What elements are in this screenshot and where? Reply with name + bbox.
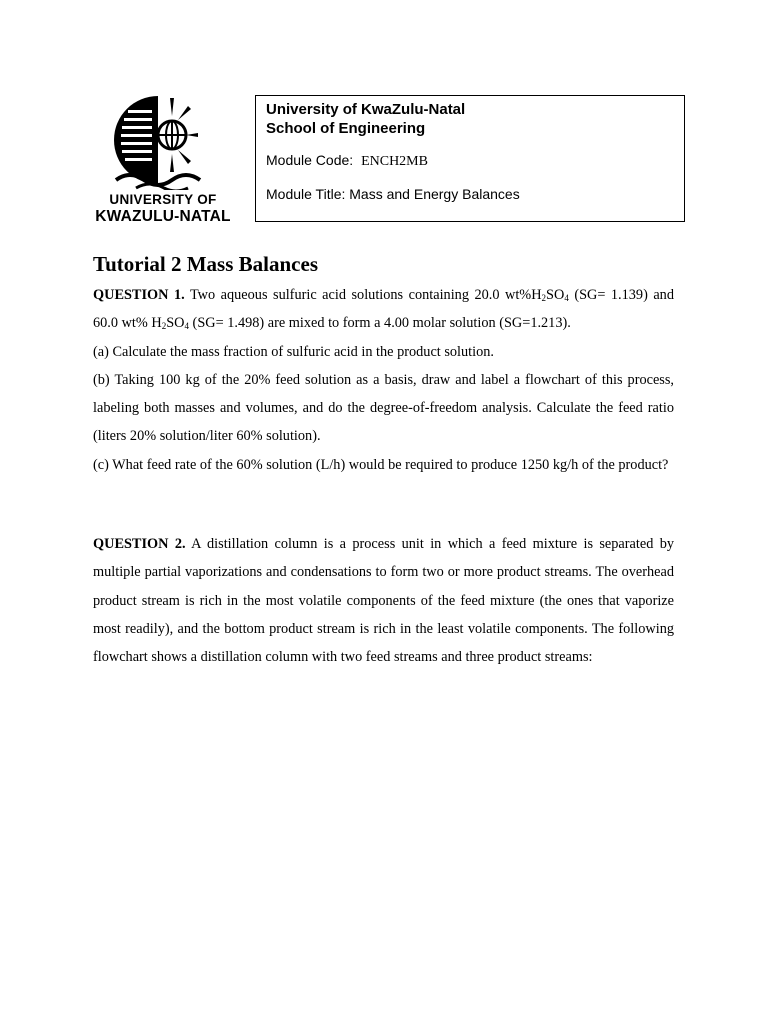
- q1-sub-3: 2: [161, 321, 167, 332]
- module-code-value: ENCH2MB: [361, 154, 428, 169]
- module-title-value: Mass and Energy Balances: [349, 186, 520, 202]
- logo-text-line1: UNIVERSITY OF: [109, 192, 217, 207]
- question-2: [93, 530, 674, 671]
- logo-emblem-icon: [88, 90, 238, 190]
- q1-text-a: Two aqueous sulfuric acid solutions containing 20.0 wt%H: [184, 287, 542, 303]
- question-1-part-a: (a) Calculate the mass fraction of sulfuric acid in the product solution.: [93, 343, 494, 360]
- question-1-part-c: (c) What feed rate of the 60% solution (L/h) would be required to produce 1250 kg/h of the product?: [93, 456, 669, 473]
- q1-sub-4: 4: [184, 321, 189, 332]
- module-title-row: [266, 186, 520, 202]
- q1-text-b: SO: [546, 287, 565, 303]
- school-name: School of Engineering: [266, 120, 426, 137]
- q1-text-e: (SG= 1.498) are mixed to form a 4.00 molar solution (SG=1.213).: [188, 315, 571, 332]
- logo-text-line2: KWAZULU-NATAL: [95, 208, 231, 225]
- module-code-label: Module Code:: [266, 152, 354, 168]
- question-1-label: QUESTION 1.: [93, 287, 185, 303]
- university-logo: [88, 90, 238, 230]
- question-1-intro: [93, 281, 674, 338]
- module-title-label: Module Title:: [266, 186, 346, 202]
- module-info-box: [255, 95, 685, 222]
- university-name: University of KwaZulu-Natal: [266, 101, 466, 118]
- question-2-label: QUESTION 2.: [93, 536, 186, 552]
- q2-body: A distillation column is a process unit in which a feed mixture is separated by multiple partial vaporizations and condensations to form two or more product streams. The overhead product stream is rich in the most volatile components of the feed mixture (the ones that vaporize most readily), and the bottom product stream is rich in the least volatile components. The following flowchart shows a distillation column with two feed streams and three product streams:: [93, 536, 674, 666]
- q1-text-d: SO: [166, 315, 185, 332]
- q1-sub-2: 4: [564, 293, 569, 303]
- document-title: Tutorial 2 Mass Balances: [93, 252, 318, 276]
- q1-text-c: (SG= 1.139) and 60.0 wt% H: [93, 287, 674, 332]
- question-2-text: [93, 530, 674, 671]
- question-1-part-b: (b) Taking 100 kg of the 20% feed solution as a basis, draw and label a flowchart of this process, labeling both masses and volumes, and do the degree-of-freedom analysis. Calculate the feed ratio (liters 20% solution/liter 60% solution).: [93, 371, 674, 445]
- q1-sub-1: 2: [541, 293, 547, 303]
- module-code-row: [266, 152, 428, 170]
- question-1: [93, 281, 674, 479]
